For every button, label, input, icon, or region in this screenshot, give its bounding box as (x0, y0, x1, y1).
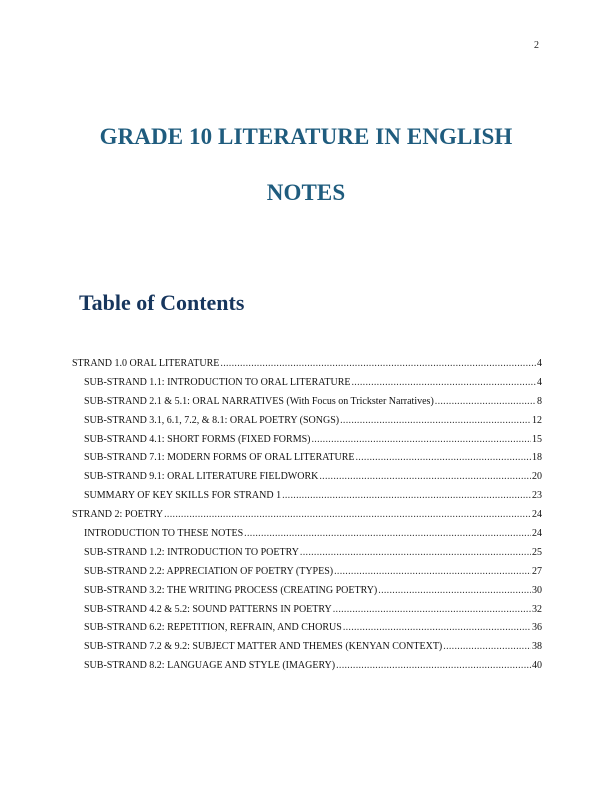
toc-entry-substrand-3-1[interactable] (72, 412, 542, 431)
toc-entry-label: SUB-STRAND 2.1 & 5.1: ORAL NARRATIVES (With Focus on Trickster Narratives) (84, 395, 434, 407)
toc-entry-substrand-9-1[interactable] (72, 468, 542, 487)
dot-leader (282, 487, 531, 506)
toc-entry-label: SUB-STRAND 2.2: APPRECIATION OF POETRY (TYPES) (84, 565, 334, 577)
toc-entry-label: SUB-STRAND 8.2: LANGUAGE AND STYLE (IMAGERY) (84, 660, 336, 672)
toc-entry-page: 18 (532, 452, 542, 464)
dot-leader (340, 412, 531, 431)
toc-entry-label: SUB-STRAND 9.1: ORAL LITERATURE FIELDWORK (84, 471, 319, 483)
toc-entry-page: 4 (537, 358, 542, 369)
dot-leader (378, 582, 531, 601)
toc-entry-page: 27 (532, 565, 542, 577)
document-title: GRADE 10 LITERATURE IN ENGLISH (99, 124, 513, 149)
toc-entry-page: 24 (532, 509, 542, 521)
toc-entry-introduction[interactable] (72, 525, 542, 544)
toc-entry-label: SUB-STRAND 4.2 & 5.2: SOUND PATTERNS IN POETRY (84, 603, 332, 615)
dot-leader (164, 506, 531, 525)
dot-leader (336, 657, 531, 676)
toc-entry-label: SUB-STRAND 4.1: SHORT FORMS (FIXED FORMS) (84, 433, 311, 445)
toc-entry-strand-2[interactable] (72, 506, 542, 525)
dot-leader (356, 449, 532, 468)
toc-entry-page: 23 (532, 490, 542, 502)
dot-leader (220, 355, 536, 374)
toc-entry-strand-1[interactable] (72, 355, 542, 374)
table-of-contents (72, 355, 542, 676)
toc-entry-label: SUB-STRAND 1.1: INTRODUCTION TO ORAL LITERATURE (84, 376, 351, 388)
toc-entry-substrand-3-2[interactable] (72, 582, 542, 601)
toc-entry-page: 40 (532, 660, 542, 672)
toc-entry-substrand-2-1[interactable] (72, 393, 542, 412)
toc-entry-label: SUB-STRAND 6.2: REPETITION, REFRAIN, AND CHORUS (84, 622, 342, 634)
toc-entry-label: SUMMARY OF KEY SKILLS FOR STRAND 1 (84, 490, 282, 502)
toc-entry-page: 8 (537, 395, 542, 407)
toc-entry-label: SUB-STRAND 7.1: MODERN FORMS OF ORAL LITERATURE (84, 452, 355, 464)
toc-entry-label: INTRODUCTION TO THESE NOTES (84, 528, 244, 540)
page-number: 2 (534, 40, 539, 51)
toc-entry-page: 24 (532, 528, 542, 540)
toc-entry-label: SUB-STRAND 1.2: INTRODUCTION TO POETRY (84, 546, 299, 558)
dot-leader (443, 638, 531, 657)
toc-entry-label: STRAND 2: POETRY (72, 509, 164, 521)
toc-entry-label: SUB-STRAND 7.2 & 9.2: SUBJECT MATTER AND THEMES (KENYAN CONTEXT) (84, 641, 443, 653)
toc-entry-substrand-2-2[interactable] (72, 563, 542, 582)
toc-entry-substrand-4-2[interactable] (72, 601, 542, 620)
toc-entry-substrand-1-2[interactable] (72, 544, 542, 563)
toc-entry-page: 4 (537, 376, 542, 388)
toc-heading: Table of Contents (79, 290, 245, 315)
toc-entry-summary-strand-1[interactable] (72, 487, 542, 506)
toc-entry-page: 12 (532, 414, 542, 426)
toc-entry-substrand-8-2[interactable] (72, 657, 542, 676)
dot-leader (343, 619, 531, 638)
toc-entry-substrand-1-1[interactable] (72, 374, 542, 393)
toc-entry-page: 20 (532, 471, 542, 483)
toc-entry-page: 15 (532, 433, 542, 445)
dot-leader (319, 468, 531, 487)
dot-leader (333, 601, 531, 620)
toc-entry-substrand-4-1[interactable] (72, 431, 542, 450)
toc-entry-page: 30 (532, 584, 542, 596)
dot-leader (435, 393, 536, 412)
toc-entry-label: STRAND 1.0 ORAL LITERATURE (72, 358, 220, 369)
toc-entry-page: 32 (532, 603, 542, 615)
dot-leader (300, 544, 531, 563)
toc-entry-substrand-6-2[interactable] (72, 619, 542, 638)
dot-leader (244, 525, 531, 544)
dot-leader (311, 431, 531, 450)
toc-entry-page: 36 (532, 622, 542, 634)
dot-leader (351, 374, 536, 393)
toc-entry-page: 25 (532, 546, 542, 558)
document-subtitle: NOTES (266, 180, 346, 205)
toc-entry-page: 38 (532, 641, 542, 653)
toc-entry-label: SUB-STRAND 3.1, 6.1, 7.2, & 8.1: ORAL POETRY (SONGS) (84, 414, 340, 426)
toc-entry-substrand-7-2[interactable] (72, 638, 542, 657)
toc-entry-substrand-7-1[interactable] (72, 449, 542, 468)
toc-entry-label: SUB-STRAND 3.2: THE WRITING PROCESS (CREATING POETRY) (84, 584, 378, 596)
dot-leader (334, 563, 531, 582)
